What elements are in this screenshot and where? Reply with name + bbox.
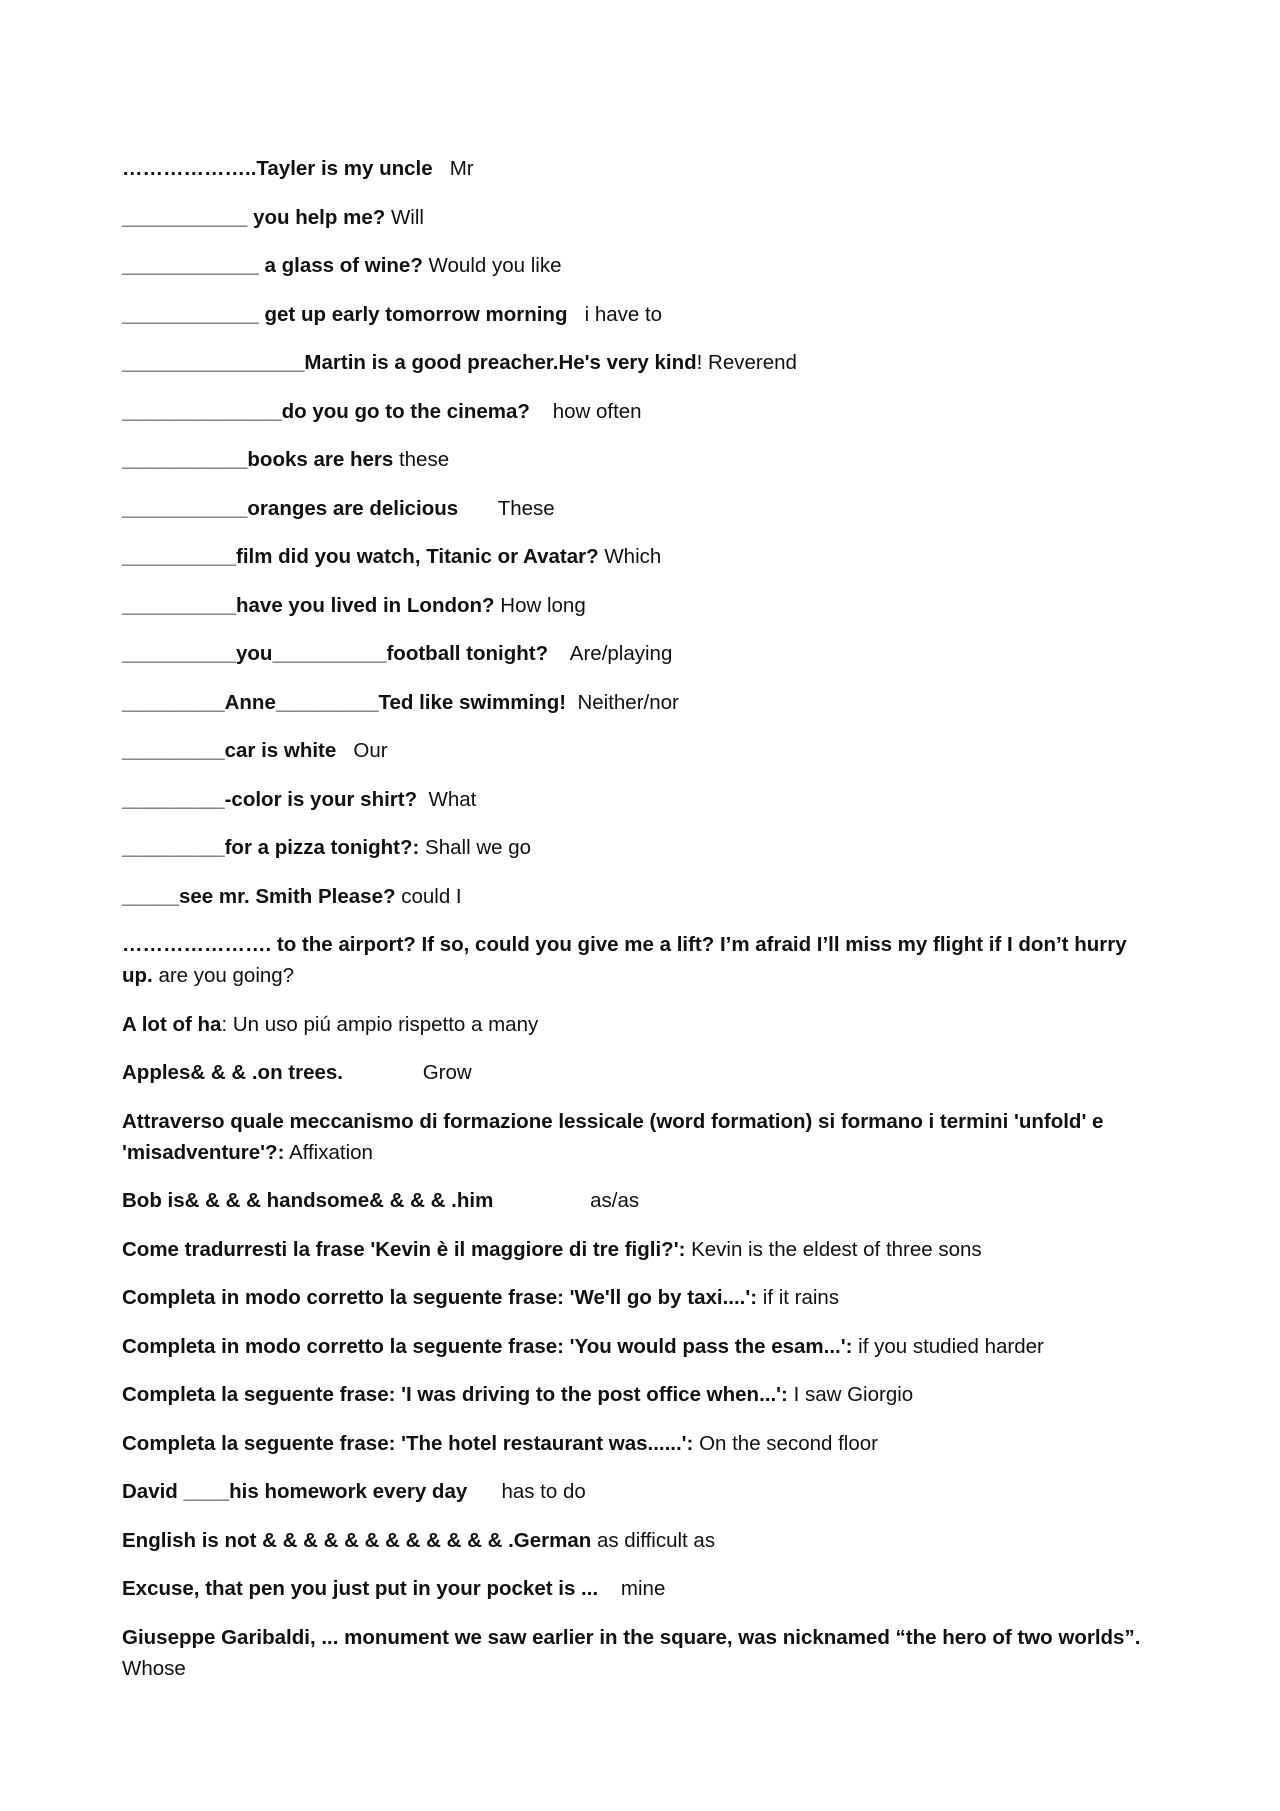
answer-text: These (458, 496, 555, 520)
answer-text: how often (529, 399, 642, 423)
quiz-line-22 (122, 1234, 1162, 1265)
answer-text: Mr (432, 157, 474, 180)
answer-text: could I (395, 884, 462, 908)
answer-text: What (417, 787, 477, 811)
quiz-line-15 (122, 832, 1162, 863)
answer-text: Our (336, 739, 388, 762)
answer-text: Kevin is the eldest of three sons (685, 1237, 982, 1261)
answer-text: has to do (467, 1480, 586, 1503)
quiz-line-30 (122, 1622, 1162, 1684)
question-text: Completa la seguente frase: 'I was driving to the post office when...': (122, 1383, 788, 1406)
quiz-line-5 (122, 347, 1162, 378)
answer-text: ! Reverend (696, 351, 797, 374)
question-text: Giuseppe Garibaldi, ... monument we saw earlier in the square, was nicknamed “the hero of two worlds”. (122, 1625, 1141, 1649)
question-text: David ____his homework every day (122, 1480, 468, 1503)
quiz-line-6 (122, 396, 1162, 427)
answer-text: as difficult as (591, 1528, 716, 1552)
answer-text: these (393, 448, 450, 471)
question-text: _________-color is your shirt? (122, 787, 418, 811)
quiz-line-28 (122, 1525, 1162, 1556)
quiz-line-13 (122, 735, 1162, 766)
answer-text: Neither/nor (566, 690, 679, 714)
question-text: Excuse, that pen you just put in your pocket is ... (122, 1577, 599, 1600)
question-text: Bob is& & & & handsome& & & & .him (122, 1189, 494, 1212)
quiz-line-24 (122, 1331, 1162, 1362)
quiz-line-23 (122, 1282, 1162, 1313)
quiz-line-20 (122, 1106, 1162, 1168)
question-text: ____________ get up early tomorrow morning (122, 302, 568, 326)
quiz-line-7 (122, 444, 1162, 475)
quiz-line-17 (122, 929, 1162, 991)
question-text: _________car is white (122, 739, 337, 762)
question-text: _________Anne_________Ted like swimming! (122, 690, 567, 714)
quiz-line-16 (122, 881, 1162, 912)
question-text: Attraverso quale meccanismo di formazione lessicale (word formation) si formano i termini 'unfold' e 'misadventure'?: (122, 1109, 1110, 1164)
question-text: ____________ a glass of wine? (122, 254, 423, 277)
question-text: __________film did you watch, Titanic or Avatar? (122, 545, 599, 568)
question-text: ___________ you help me? (122, 205, 386, 229)
quiz-line-27 (122, 1476, 1162, 1507)
answer-text: mine (598, 1577, 666, 1600)
question-text: _________for a pizza tonight?: (122, 836, 420, 859)
answer-text: Grow (343, 1061, 472, 1084)
question-text: Completa in modo corretto la seguente frase: 'We'll go by taxi....': (122, 1286, 758, 1309)
answer-text: : Un uso piú ampio rispetto a many (221, 1012, 539, 1036)
answer-text: as/as (493, 1189, 640, 1212)
quiz-line-19 (122, 1057, 1162, 1088)
quiz-line-8 (122, 493, 1162, 524)
answer-text: are you going? (152, 964, 295, 987)
quiz-line-14 (122, 784, 1162, 815)
quiz-line-10 (122, 590, 1162, 621)
question-text: A lot of ha (122, 1012, 222, 1036)
answer-text: On the second floor (693, 1431, 878, 1455)
question-text: ………………..Tayler is my uncle (122, 157, 433, 180)
question-text: ______________do you go to the cinema? (122, 399, 530, 423)
quiz-line-1 (122, 153, 1162, 184)
quiz-line-25 (122, 1379, 1162, 1410)
answer-text: if it rains (757, 1286, 840, 1309)
quiz-line-11 (122, 638, 1162, 669)
answer-text: i have to (567, 302, 663, 326)
quiz-line-29 (122, 1573, 1162, 1604)
quiz-line-18 (122, 1009, 1162, 1040)
question-text: ________________Martin is a good preacher.He's very kind (122, 351, 697, 374)
answer-text: if you studied harder (852, 1334, 1044, 1358)
question-text: __________you__________football tonight? (122, 642, 549, 665)
question-text: Apples& & & .on trees. (122, 1061, 343, 1084)
quiz-line-26 (122, 1428, 1162, 1459)
question-text: English is not & & & & & & & & & & & & .German (122, 1528, 592, 1552)
answer-text: I saw Giorgio (787, 1383, 914, 1406)
quiz-line-9 (122, 541, 1162, 572)
question-text: …………………. to the airport? If so, could you give me a lift? I’m afraid I’ll miss my flight if I don’t hurry up. (122, 933, 1133, 987)
question-text: Come tradurresti la frase 'Kevin è il maggiore di tre figli?': (122, 1237, 686, 1261)
question-text: ___________books are hers (122, 448, 394, 471)
answer-text: Shall we go (419, 836, 532, 859)
answer-text: Are/playing (548, 642, 673, 665)
answer-text: Which (598, 545, 662, 568)
answer-text: How long (494, 593, 586, 617)
answer-text: Affixation (284, 1140, 373, 1164)
answer-text: Would you like (422, 254, 562, 277)
question-text: Completa in modo corretto la seguente frase: 'You would pass the esam...': (122, 1334, 853, 1358)
quiz-line-12 (122, 687, 1162, 718)
question-text: ___________oranges are delicious (122, 496, 459, 520)
question-text: Completa la seguente frase: 'The hotel restaurant was......': (122, 1431, 694, 1455)
answer-text: Will (385, 205, 424, 229)
answer-text: Whose (122, 1625, 1147, 1680)
quiz-line-3 (122, 250, 1162, 281)
document-page (122, 153, 1162, 1701)
question-text: __________have you lived in London? (122, 593, 495, 617)
quiz-line-2 (122, 202, 1162, 233)
quiz-line-21 (122, 1185, 1162, 1216)
quiz-line-4 (122, 299, 1162, 330)
question-text: _____see mr. Smith Please? (122, 884, 396, 908)
